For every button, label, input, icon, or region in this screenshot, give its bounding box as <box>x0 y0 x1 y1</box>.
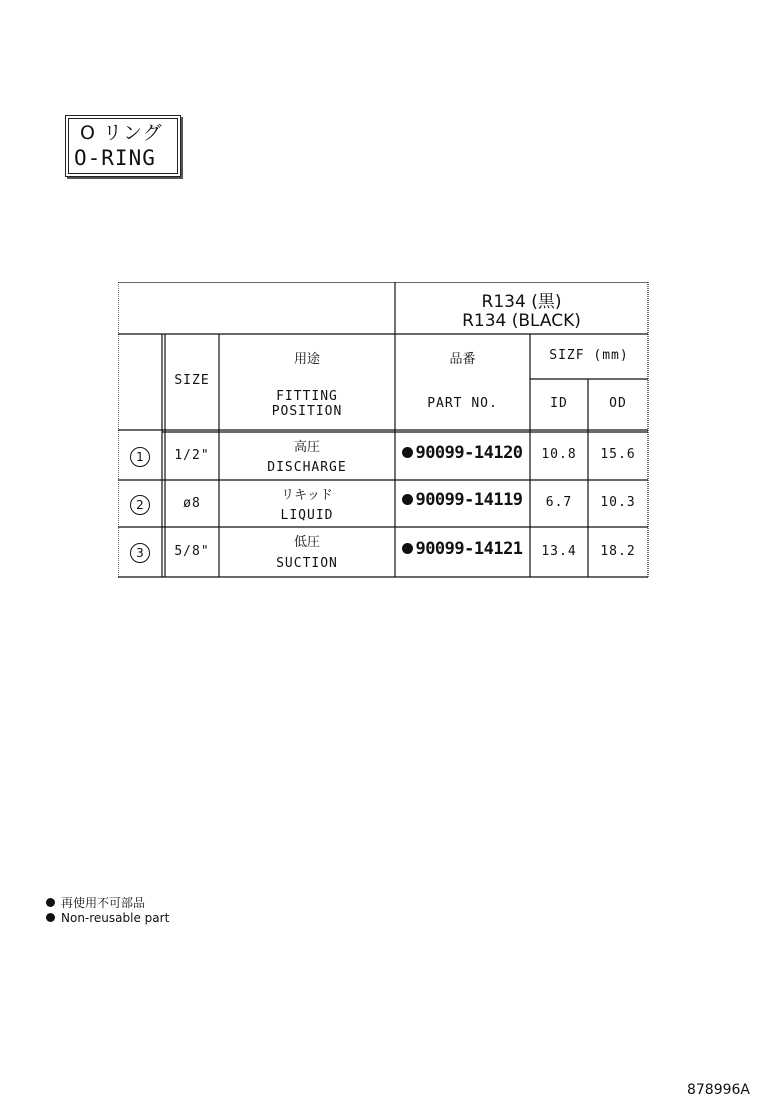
header-size: SIZE <box>174 373 210 388</box>
row-1-od: 15.6 <box>600 447 636 462</box>
circled-number: 2 <box>130 495 150 515</box>
header-part-en: PART NO. <box>427 396 498 411</box>
row-2-fitting-en: LIQUID <box>280 508 334 523</box>
header-size-mm: SIZF (mm) <box>549 348 629 363</box>
legend-text-en: Non-reusable part <box>61 911 170 925</box>
header-fitting-en-2: POSITION <box>271 404 343 419</box>
row-3-id: 13.4 <box>541 544 577 559</box>
row-1-number <box>118 446 162 467</box>
header-od: OD <box>609 396 627 411</box>
reference-number: 878996A <box>686 1082 750 1098</box>
row-1-size: 1/2" <box>174 448 210 463</box>
row-3-od: 18.2 <box>600 544 636 559</box>
circled-number: 1 <box>130 447 150 467</box>
row-2-id: 6.7 <box>545 495 573 510</box>
row-3-number <box>118 542 162 563</box>
non-reusable-dot-icon <box>402 494 413 505</box>
legend-item-jp <box>46 894 145 911</box>
header-fitting-jp: 用途 <box>293 352 320 367</box>
title-japanese: O リング <box>80 122 163 144</box>
header-fitting-en-1: FITTING <box>276 389 338 404</box>
row-3-part <box>395 539 530 559</box>
row-2-number <box>118 494 162 515</box>
non-reusable-dot-icon <box>402 447 413 458</box>
filled-circle-icon <box>46 913 55 922</box>
row-3-fitting-en: SUCTION <box>276 556 338 571</box>
row-2-size: ø8 <box>183 496 201 511</box>
refrigerant-en: R134 (BLACK) <box>462 311 581 331</box>
refrigerant-jp: R134 (黒) <box>481 292 562 312</box>
row-1-part <box>395 443 530 463</box>
row-1-part-no: 90099-14120 <box>415 443 523 463</box>
row-2-od: 10.3 <box>600 495 636 510</box>
row-2-part <box>395 490 530 510</box>
row-2-fitting-jp: リキッド <box>281 488 333 503</box>
row-2-part-no: 90099-14119 <box>415 490 523 510</box>
row-3-fitting-jp: 低圧 <box>293 535 320 550</box>
title-english: O-RING <box>74 146 156 170</box>
non-reusable-dot-icon <box>402 543 413 554</box>
header-part-jp: 品番 <box>449 352 476 367</box>
row-1-fitting-jp: 高圧 <box>293 440 320 455</box>
header-id: ID <box>550 396 568 411</box>
row-3-size: 5/8" <box>174 544 210 559</box>
legend-item-en <box>46 911 169 925</box>
filled-circle-icon <box>46 898 55 907</box>
title-box <box>65 115 181 177</box>
circled-number: 3 <box>130 543 150 563</box>
row-1-id: 10.8 <box>541 447 577 462</box>
legend-text-jp: 再使用不可部品 <box>61 896 146 910</box>
row-1-fitting-en: DISCHARGE <box>267 460 347 475</box>
row-3-part-no: 90099-14121 <box>415 539 523 559</box>
